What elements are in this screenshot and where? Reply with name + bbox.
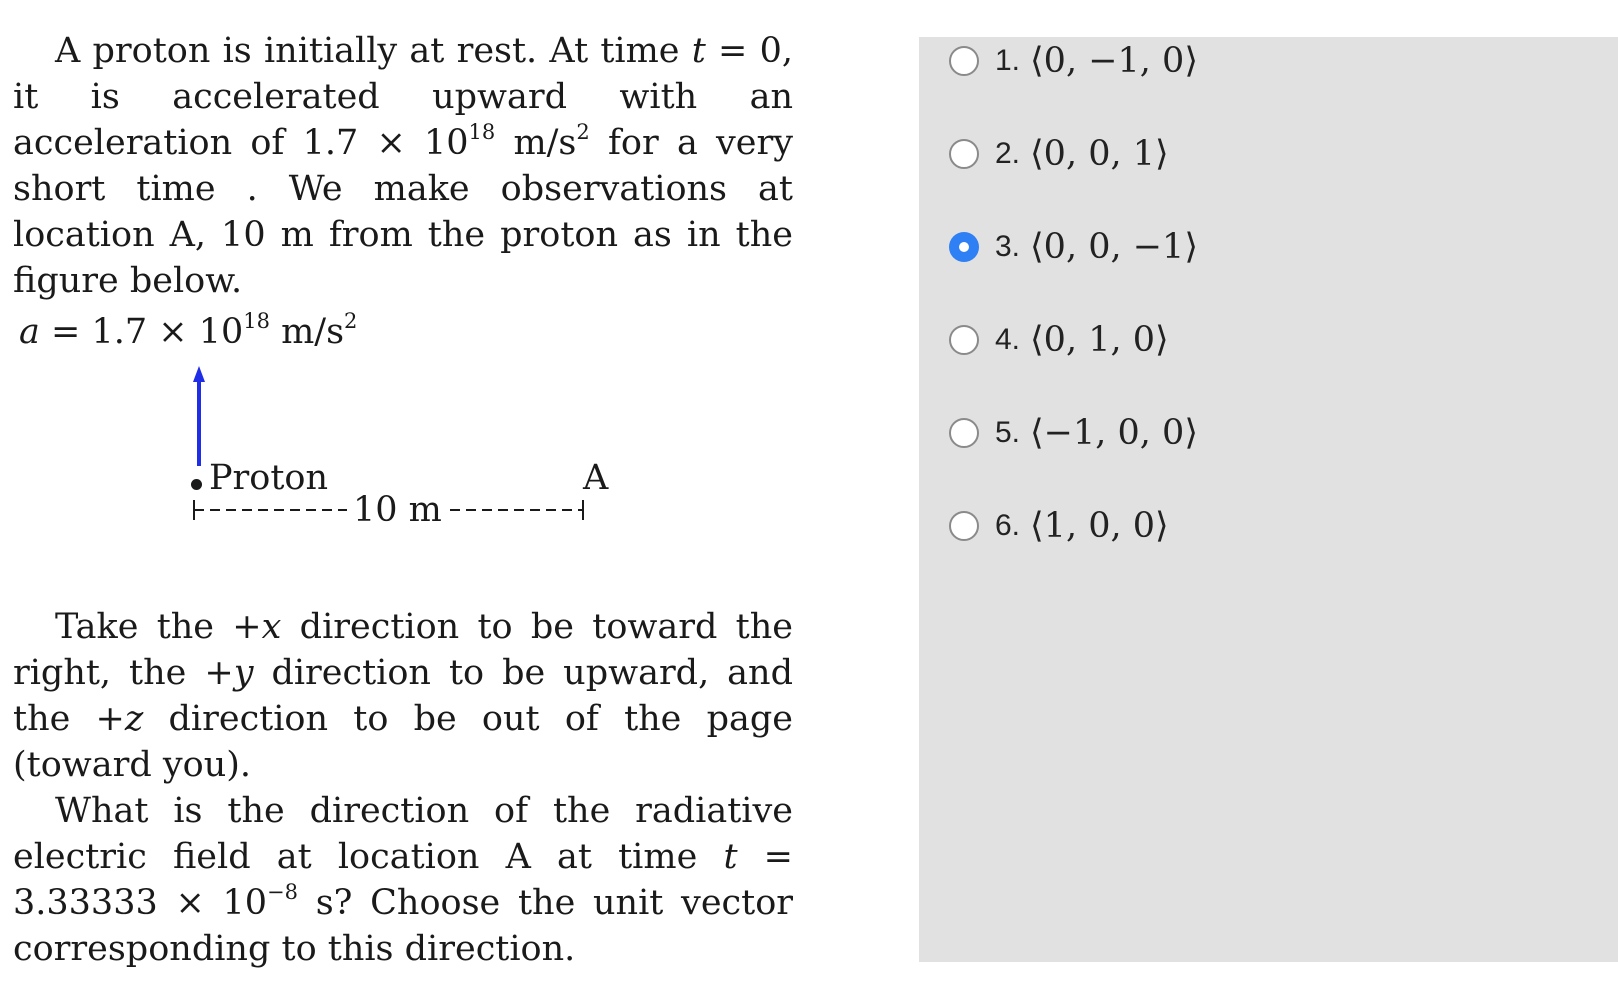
distance-label: 10 m <box>347 490 448 530</box>
intro-text-4: for a very short time . We make observations at location A, 10 m from the proton as in the figure below. <box>13 123 793 301</box>
choice-6[interactable] <box>949 506 1169 546</box>
radio-button[interactable] <box>949 46 979 76</box>
prompt-text-2: = 3.33333 × 10 <box>13 837 793 923</box>
accel-symbol: a <box>19 312 40 352</box>
acceleration-arrow-icon <box>193 366 205 466</box>
choice-vector: ⟨−1, 0, 0⟩ <box>1030 413 1198 453</box>
intro-text-2: = 0, it is accelerated upward with an acceleration of 1.7 × 10 <box>13 31 793 163</box>
choice-number: 3. <box>995 230 1021 263</box>
radio-button[interactable] <box>949 139 979 169</box>
prompt-text-3: s? Choose the unit vector corresponding to this direction. <box>13 883 793 969</box>
accel-exponent: 18 <box>468 120 496 145</box>
choice-1[interactable] <box>949 41 1198 81</box>
choice-5[interactable] <box>949 413 1198 453</box>
x-symbol: x <box>261 607 282 647</box>
axes-description <box>13 604 793 788</box>
radio-button[interactable] <box>949 418 979 448</box>
choice-2[interactable] <box>949 134 1169 174</box>
time-exponent: −8 <box>267 880 298 905</box>
axes-text-3: direction to be upward, and the + <box>13 653 793 739</box>
time-symbol: t <box>691 31 706 71</box>
choice-vector: ⟨0, 1, 0⟩ <box>1030 320 1169 360</box>
prompt-text-1: What is the direction of the radiative electric field at location A at time <box>13 791 793 877</box>
choice-vector: ⟨1, 0, 0⟩ <box>1030 506 1169 546</box>
choice-4[interactable] <box>949 320 1169 360</box>
choice-number: 6. <box>995 509 1021 542</box>
proton-label: Proton <box>209 458 329 498</box>
radio-button[interactable] <box>949 325 979 355</box>
intro-text-1: A proton is initially at rest. At time <box>55 31 692 71</box>
choice-3[interactable] <box>949 227 1198 267</box>
axes-text-2: direction to be toward the right, the + <box>13 607 793 693</box>
radio-button[interactable] <box>949 511 979 541</box>
choice-number: 5. <box>995 416 1021 449</box>
y-symbol: y <box>233 653 254 693</box>
z-symbol: z <box>124 699 144 739</box>
accel-unit-exponent: 2 <box>344 309 358 334</box>
intro-text-3: m/s <box>495 123 577 163</box>
choice-number: 2. <box>995 137 1021 170</box>
accel-value-exponent: 18 <box>243 309 270 334</box>
choice-vector: ⟨0, 0, −1⟩ <box>1030 227 1198 267</box>
question-panel <box>13 28 793 972</box>
question-prompt <box>13 788 793 972</box>
choice-number: 1. <box>995 44 1021 77</box>
location-a-label: A <box>583 458 609 498</box>
axes-text-1: Take the + <box>55 607 262 647</box>
axes-text-4: direction to be out of the page (toward you). <box>13 699 793 785</box>
accel-value: = 1.7 × 10 <box>39 312 244 352</box>
choice-vector: ⟨0, 0, 1⟩ <box>1030 134 1169 174</box>
acceleration-label <box>19 309 358 352</box>
choice-number: 4. <box>995 323 1021 356</box>
question-intro <box>13 28 793 304</box>
proton-figure <box>13 304 793 604</box>
choice-vector: ⟨0, −1, 0⟩ <box>1030 41 1198 81</box>
accel-unit: m/s <box>269 312 345 352</box>
unit-exponent: 2 <box>576 120 590 145</box>
answer-choices-panel <box>919 37 1618 962</box>
proton-dot-icon <box>191 479 202 490</box>
radio-button[interactable] <box>949 232 979 262</box>
prompt-time-symbol: t <box>723 837 738 877</box>
